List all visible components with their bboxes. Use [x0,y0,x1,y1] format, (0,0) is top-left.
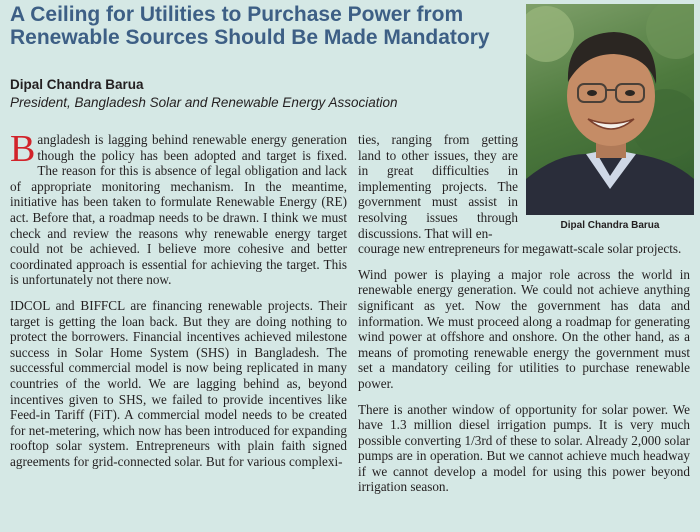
drop-cap: B [10,128,36,170]
paragraph-text: angladesh is lagging behind renewable energy generation though the policy has been adopted and target is fixed. The reason for this is absence of legal obligation and lack of appropriate monitoring mechanism. In the meantime, initiative has been taken to formulate Renewable Energy (RE) act. Before that, a roadmap needs to be drawn. I think we must check and review the reasons why renewable energy target could not be achieved. I believe more cohesive and better coordinated approach is essential for achieving the target. This is unfortunately not there now. [10,132,347,288]
paragraph-continued: courage new entrepreneurs for megawatt-scale solar projects. [358,241,682,257]
article-column-1 [10,128,347,479]
paragraph: Wind power is playing a major role across the world in renewable energy generation. We could not achieve anything significant as yet. Now the government has data and information. We must proceed along a roadmap for generating wind power at offshore and onshore. On the other hand, as a means of promoting renewable energy the government must set a mandatory ceiling for utilities to purchase renewable power. [358,266,690,391]
article-title: A Ceiling for Utilities to Purchase Power from Renewable Sources Should Be Made Mandatory [10,3,490,49]
paragraph [10,128,347,288]
photo-caption: Dipal Chandra Barua [560,220,660,231]
author-role: President, Bangladesh Solar and Renewable Energy Association [10,95,398,110]
paragraph: There is another window of opportunity for solar power. We have 1.3 million diesel irrigation pumps. It is very much possible converting 1/3rd of these to solar. Already 2,000 solar pumps are in operation. But we cannot achieve much headway if we cannot develop a model for using this power beyond irrigation season. [358,401,690,495]
paragraph: IDCOL and BIFFCL are financing renewable projects. Their target is getting the loan back. But they are doing nothing to protect the borrowers. Financial incentives achieved milestone success in Solar Home System (SHS) in Bangladesh. The successful commercial model is now being replicated in many countries of the world. We are lagging behind as, beyond incentives given to SHS, we failed to provide incentives like Feed-in Tariff (FiT). A commercial model needs to be created for net-metering, which now has been introduced for expanding rooftop solar system. Entrepreneurs with plain faith signed agreements for grid-connected solar. But for various complexi- [10,297,347,469]
article-column-2 [358,132,690,505]
author-name: Dipal Chandra Barua [10,77,144,92]
paragraph-narrow: ties, ranging from getting land to other issues, they are in great difficulties in implementing projects. The government must assist in resolving issues through discussions. That will en- [358,132,518,241]
